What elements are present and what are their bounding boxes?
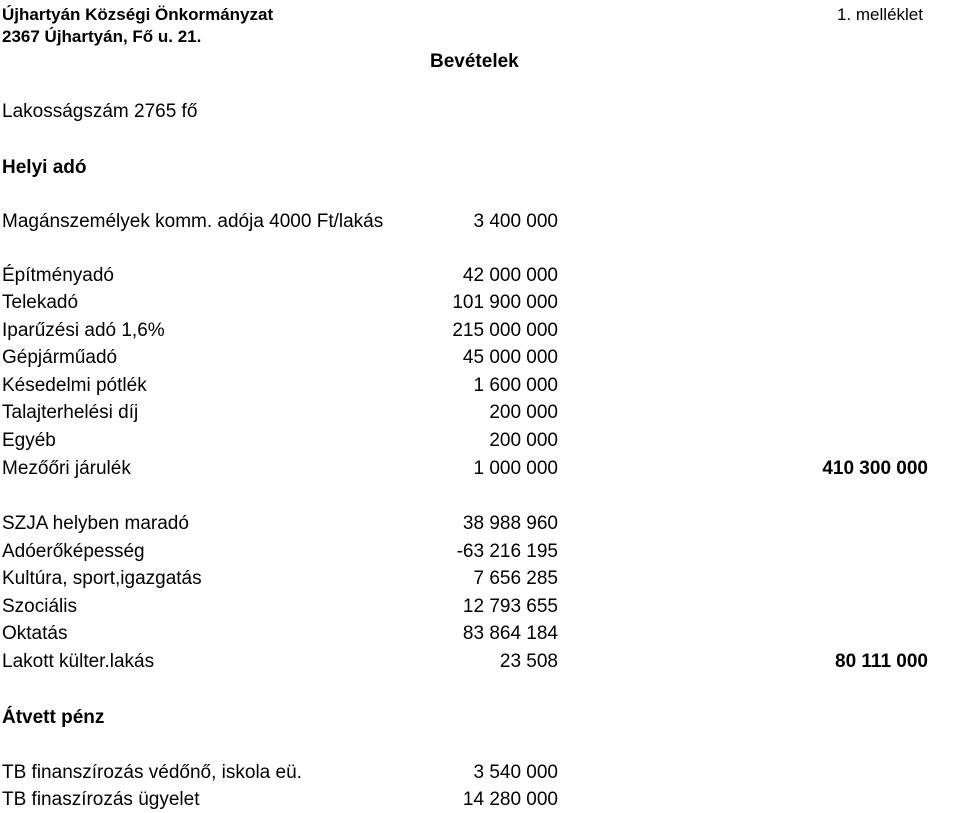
table-row-value: 45 000 000 xyxy=(462,347,558,368)
organization-address: 2367 Újhartyán, Fő u. 21. xyxy=(2,27,202,46)
table-row-value: 7 656 285 xyxy=(473,568,558,589)
table-row-label: Oktatás xyxy=(2,623,68,644)
table-row-label: Kultúra, sport,igazgatás xyxy=(2,568,202,589)
transferred-heading: Átvett pénz xyxy=(2,707,105,728)
table-row-label: Talajterhelési díj xyxy=(2,402,139,423)
table-row-label: Iparűzési adó 1,6% xyxy=(2,320,165,341)
table-row-label: TB finanszírozás védőnő, iskola eü. xyxy=(2,762,302,783)
table-row-value: 23 508 xyxy=(499,651,558,672)
population-count: Lakosságszám 2765 fő xyxy=(2,101,198,122)
table-row-label: Mezőőri járulék xyxy=(2,458,131,479)
table-row-value: 3 540 000 xyxy=(473,762,558,783)
table-row-value: 200 000 xyxy=(489,402,558,423)
local-tax-total: 410 300 000 xyxy=(822,458,928,479)
table-row-value: 12 793 655 xyxy=(462,596,558,617)
table-row-label: Adóerőképesség xyxy=(2,541,145,562)
szja-total: 80 111 000 xyxy=(835,651,928,672)
table-row-label: Késedelmi pótlék xyxy=(2,375,147,396)
table-row-label: Lakott külter.lakás xyxy=(2,651,155,672)
page-title: Bevételek xyxy=(430,51,519,72)
table-row-label: SZJA helyben maradó xyxy=(2,513,189,534)
table-row-label: Építményadó xyxy=(2,265,114,286)
table-row-value: 83 864 184 xyxy=(462,623,558,644)
table-row-label: TB finaszírozás ügyelet xyxy=(2,789,200,810)
table-row-label: Egyéb xyxy=(2,430,56,451)
table-row-value: 42 000 000 xyxy=(462,265,558,286)
table-row-value: 1 600 000 xyxy=(473,375,558,396)
table-row-value: 1 000 000 xyxy=(473,458,558,479)
table-row-value: 215 000 000 xyxy=(452,320,558,341)
organization-name: Újhartyán Községi Önkormányzat xyxy=(2,5,274,24)
table-row-value: 14 280 000 xyxy=(462,789,558,810)
local-tax-heading: Helyi adó xyxy=(2,157,87,178)
table-row-value: 101 900 000 xyxy=(452,292,558,313)
table-row-label: Szociális xyxy=(2,596,77,617)
table-row-value: 200 000 xyxy=(489,430,558,451)
personal-tax-label: Magánszemélyek komm. adója 4000 Ft/lakás xyxy=(2,211,384,232)
table-row-label: Gépjárműadó xyxy=(2,347,118,368)
table-row-label: Telekadó xyxy=(2,292,79,313)
table-row-value: 38 988 960 xyxy=(462,513,558,534)
table-row-value: -63 216 195 xyxy=(456,541,558,562)
attachment-label: 1. melléklet xyxy=(837,5,923,24)
personal-tax-value: 3 400 000 xyxy=(473,211,558,232)
